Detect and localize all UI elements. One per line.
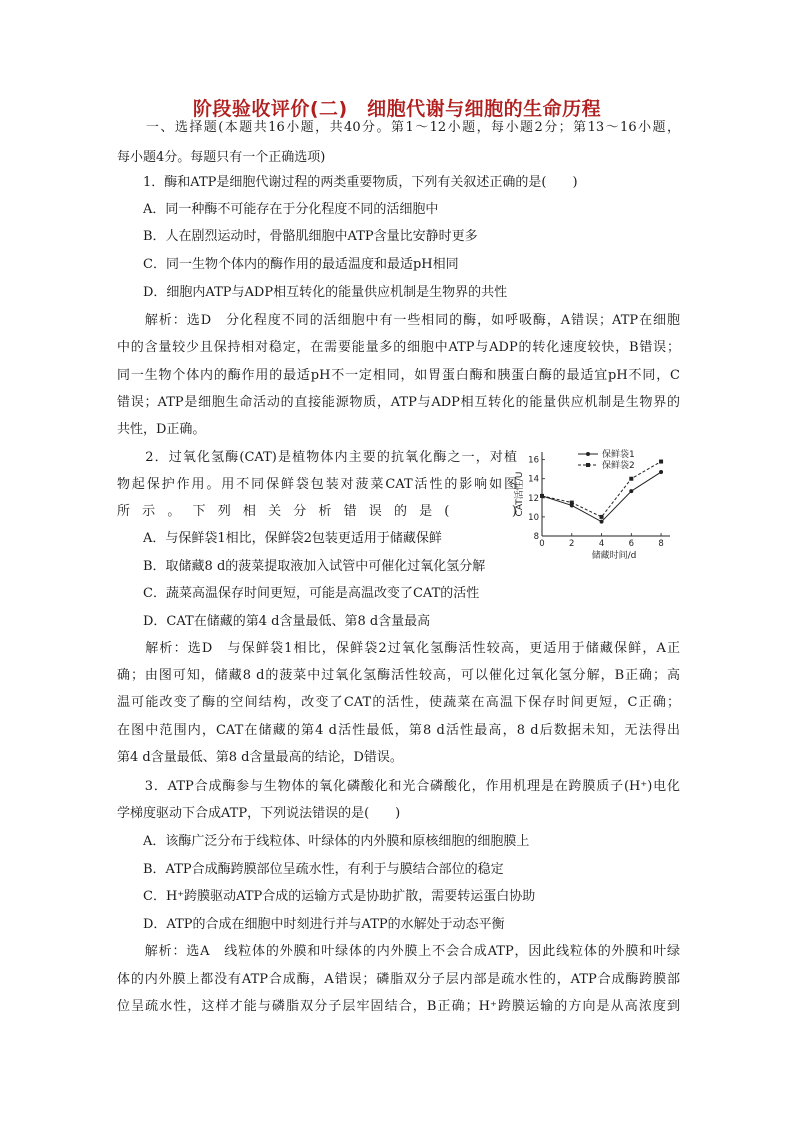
text-line: C．H⁺跨膜驱动ATP合成的运输方式是协助扩散，需要转运蛋白协助	[117, 889, 536, 904]
text-line: B．ATP合成酶跨膜部位呈疏水性，有利于与膜结合部位的稳定	[117, 862, 504, 877]
data-point-marker	[600, 515, 604, 519]
text-line: 位呈疏水性，这样才能与磷脂双分子层牢固结合，B正确；H⁺跨膜运输的方向是从高浓度到	[117, 999, 680, 1014]
legend-marker	[586, 452, 590, 456]
text-line: 共性，D正确。	[117, 422, 206, 437]
text-line: 1．酶和ATP是细胞代谢过程的两类重要物质，下列有关叙述正确的是( )	[117, 175, 578, 190]
y-tick-label: 14	[528, 474, 539, 485]
y-tick-label: 10	[528, 512, 539, 523]
data-point-marker	[659, 470, 663, 474]
y-tick-label: 16	[528, 455, 539, 466]
y-tick-label: 12	[528, 493, 539, 504]
cat-activity-chart	[512, 448, 677, 561]
text-line: C．同一生物个体内的酶作用的最适温度和最适pH相同	[117, 257, 459, 272]
text-line: B．取储藏8 d的菠菜提取液加入试管中可催化过氧化氢分解	[117, 559, 486, 574]
data-point-marker	[659, 460, 663, 464]
text-line: 2．过氧化氢酶(CAT)是植物体内主要的抗氧化酶之一，对植	[117, 450, 517, 465]
x-tick-label: 2	[569, 539, 575, 549]
text-line: D．ATP的合成在细胞中时刻进行并与ATP的水解处于动态平衡	[117, 917, 505, 932]
text-line: 解析：选A 线粒体的外膜和叶绿体的内外膜上不会合成ATP，因此线粒体的外膜和叶绿	[117, 944, 680, 959]
text-line: 第4 d含量最低、第8 d含量最高的结论，D错误。	[117, 750, 403, 765]
text-line: 错误；ATP是细胞生命活动的直接能源物质，ATP与ADP相互转化的能量供应机制是生物界的	[117, 395, 680, 410]
x-tick-label: 8	[658, 539, 664, 549]
text-line: 在图中范围内，CAT在储藏的第4 d活性最低，第8 d活性最高，8 d后数据未知，无法得出	[117, 723, 680, 738]
data-point-marker	[540, 494, 544, 498]
series-line-1	[542, 472, 661, 522]
text-line: A．同一种酶不可能存在于分化程度不同的活细胞中	[117, 202, 439, 217]
text-line: A．与保鲜袋1相比，保鲜袋2包装更适用于储藏保鲜	[117, 531, 442, 546]
y-axis-label: CAT活性/U	[515, 471, 525, 517]
legend-marker	[586, 463, 590, 467]
text-line: 一、选择题(本题共16小题，共40分。第1～12小题，每小题2分；第13～16小题，	[117, 120, 680, 135]
x-tick-label: 4	[598, 539, 605, 549]
text-line: 学梯度驱动下合成ATP，下列说法错误的是( )	[117, 806, 401, 821]
text-line: 温可能改变了酶的空间结构，改变了CAT的活性，使蔬菜在高温下保存时间更短，C正确；	[117, 695, 680, 710]
text-line: A．该酶广泛分布于线粒体、叶绿体的内外膜和原核细胞的细胞膜上	[117, 834, 530, 849]
data-point-marker	[629, 489, 633, 493]
text-line: 所示。下列相关分析错误的是( )	[117, 504, 517, 519]
legend-label: 保鲜袋1	[602, 450, 635, 460]
x-axis-label: 储藏时间/d	[591, 551, 637, 561]
text-line: 解析：选D 与保鲜袋1相比，保鲜袋2过氧化氢酶活性较高，更适用于储藏保鲜，A正	[117, 641, 680, 656]
legend-label: 保鲜袋2	[602, 461, 635, 471]
text-line: C．蔬菜高温保存时间更短，可能是高温改变了CAT的活性	[117, 586, 480, 601]
text-line: D．CAT在储藏的第4 d含量最低、第8 d含量最高	[117, 614, 431, 629]
text-line: 物起保护作用。用不同保鲜袋包装对菠菜CAT活性的影响如图	[117, 477, 517, 492]
text-line: 解析：选D 分化程度不同的活细胞中有一些相同的酶，如呼吸酶，A错误；ATP在细胞	[117, 313, 680, 328]
text-line: 中的含量较少且保持相对稳定，在需要能量多的细胞中ATP与ADP的转化速度较快，B错误；	[117, 340, 680, 355]
y-tick-label: 8	[533, 532, 539, 542]
data-point-marker	[570, 501, 574, 505]
page-title: 阶段验收评价(二) 细胞代谢与细胞的生命历程	[192, 98, 602, 120]
data-point-marker	[600, 520, 604, 524]
text-line: 同一生物个体内的酶作用的最适pH不一定相同，如胃蛋白酶和胰蛋白酶的最适宜pH不同，C	[117, 368, 680, 383]
x-tick-label: 0	[539, 539, 545, 549]
text-line: 确；由图可知，储藏8 d的菠菜中过氧化氢酶活性较高，可以催化过氧化氢分解，B正确；高	[117, 668, 680, 683]
text-line: D．细胞内ATP与ADP相互转化的能量供应机制是生物界的共性	[117, 285, 508, 300]
text-line: 3．ATP合成酶参与生物体的氧化磷酸化和光合磷酸化，作用机理是在跨膜质子(H⁺)电化	[117, 779, 680, 794]
text-line: B．人在剧烈运动时，骨骼肌细胞中ATP含量比安静时更多	[117, 229, 478, 244]
text-line: 体的内外膜上都没有ATP合成酶，A错误；磷脂双分子层内部是疏水性的，ATP合成酶跨膜部	[117, 972, 680, 987]
data-point-marker	[629, 477, 633, 481]
text-line: 每小题4分。每题只有一个正确选项)	[117, 150, 326, 165]
x-tick-label: 6	[628, 539, 635, 549]
